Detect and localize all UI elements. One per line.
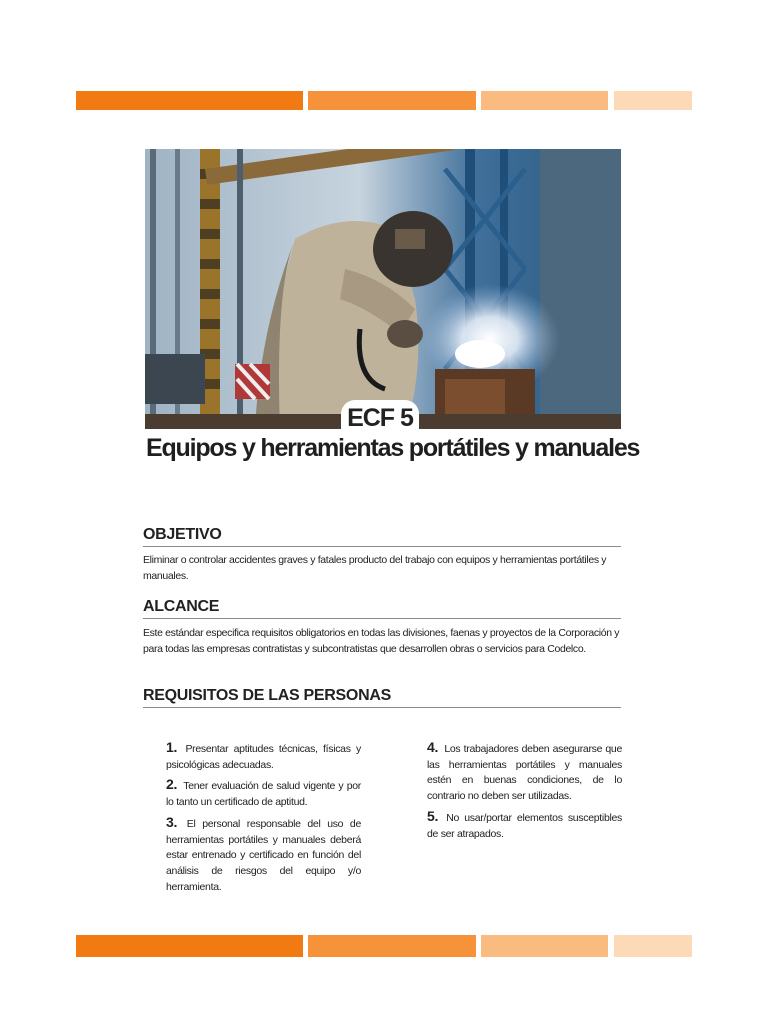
item-number: 2. — [166, 776, 178, 793]
item-text: Tener evaluación de salud vigente y por lo tanto un certificado de aptitud. — [166, 780, 361, 809]
item-text: El personal responsable del uso de herramientas portátiles y manuales deberá estar entrenado y certificado en función del análisis de riesgos del equipo y/o herramienta. — [166, 817, 361, 893]
requisitos-right-column — [427, 740, 622, 846]
list-item — [427, 740, 622, 805]
requisitos-left-column — [166, 740, 361, 899]
page-title: Equipos y herramientas portátiles y manuales — [146, 434, 640, 462]
top-bar-2 — [308, 91, 476, 110]
list-item — [166, 740, 361, 773]
top-bar-4 — [614, 91, 692, 110]
alcance-heading: ALCANCE — [143, 598, 621, 619]
item-number: 5. — [427, 807, 439, 824]
item-number: 1. — [166, 739, 178, 755]
top-bar-1 — [76, 91, 303, 110]
bottom-bar-4 — [614, 935, 692, 957]
bottom-bar-3 — [481, 935, 608, 957]
requisitos-heading: REQUISITOS DE LAS PERSONAS — [143, 687, 621, 708]
list-item — [166, 815, 361, 896]
item-number: 3. — [166, 813, 178, 830]
list-item — [427, 809, 622, 842]
item-text: Presentar aptitudes técnicas, físicas y psicológicas adecuadas. — [166, 743, 361, 771]
objetivo-text: Eliminar o controlar accidentes graves y fatales producto del trabajo con equipos y herramientas portátiles y manuales. — [143, 554, 607, 582]
item-text: Los trabajadores deben asegurarse que las herramientas portátiles y manuales estén en buenas condiciones, de lo contrario no deben ser utilizadas. — [427, 743, 622, 803]
list-item — [166, 777, 361, 810]
objetivo-heading: OBJETIVO — [143, 526, 621, 547]
item-text: No usar/portar elementos susceptibles de ser atrapados. — [427, 811, 623, 840]
welder-photo — [145, 149, 621, 429]
alcance-text: Este estándar especifica requisitos obligatorios en todas las divisiones, faenas y proyectos de la Corporación y para todas las empresas contratistas y subcontratistas que desarrollen obras o servicios para Codelco. — [143, 627, 620, 655]
top-bar-3 — [481, 91, 608, 110]
item-number: 4. — [427, 739, 439, 755]
bottom-bar-2 — [308, 935, 476, 957]
bottom-bar-1 — [76, 935, 303, 957]
ecf-badge: ECF 5 — [341, 400, 419, 434]
